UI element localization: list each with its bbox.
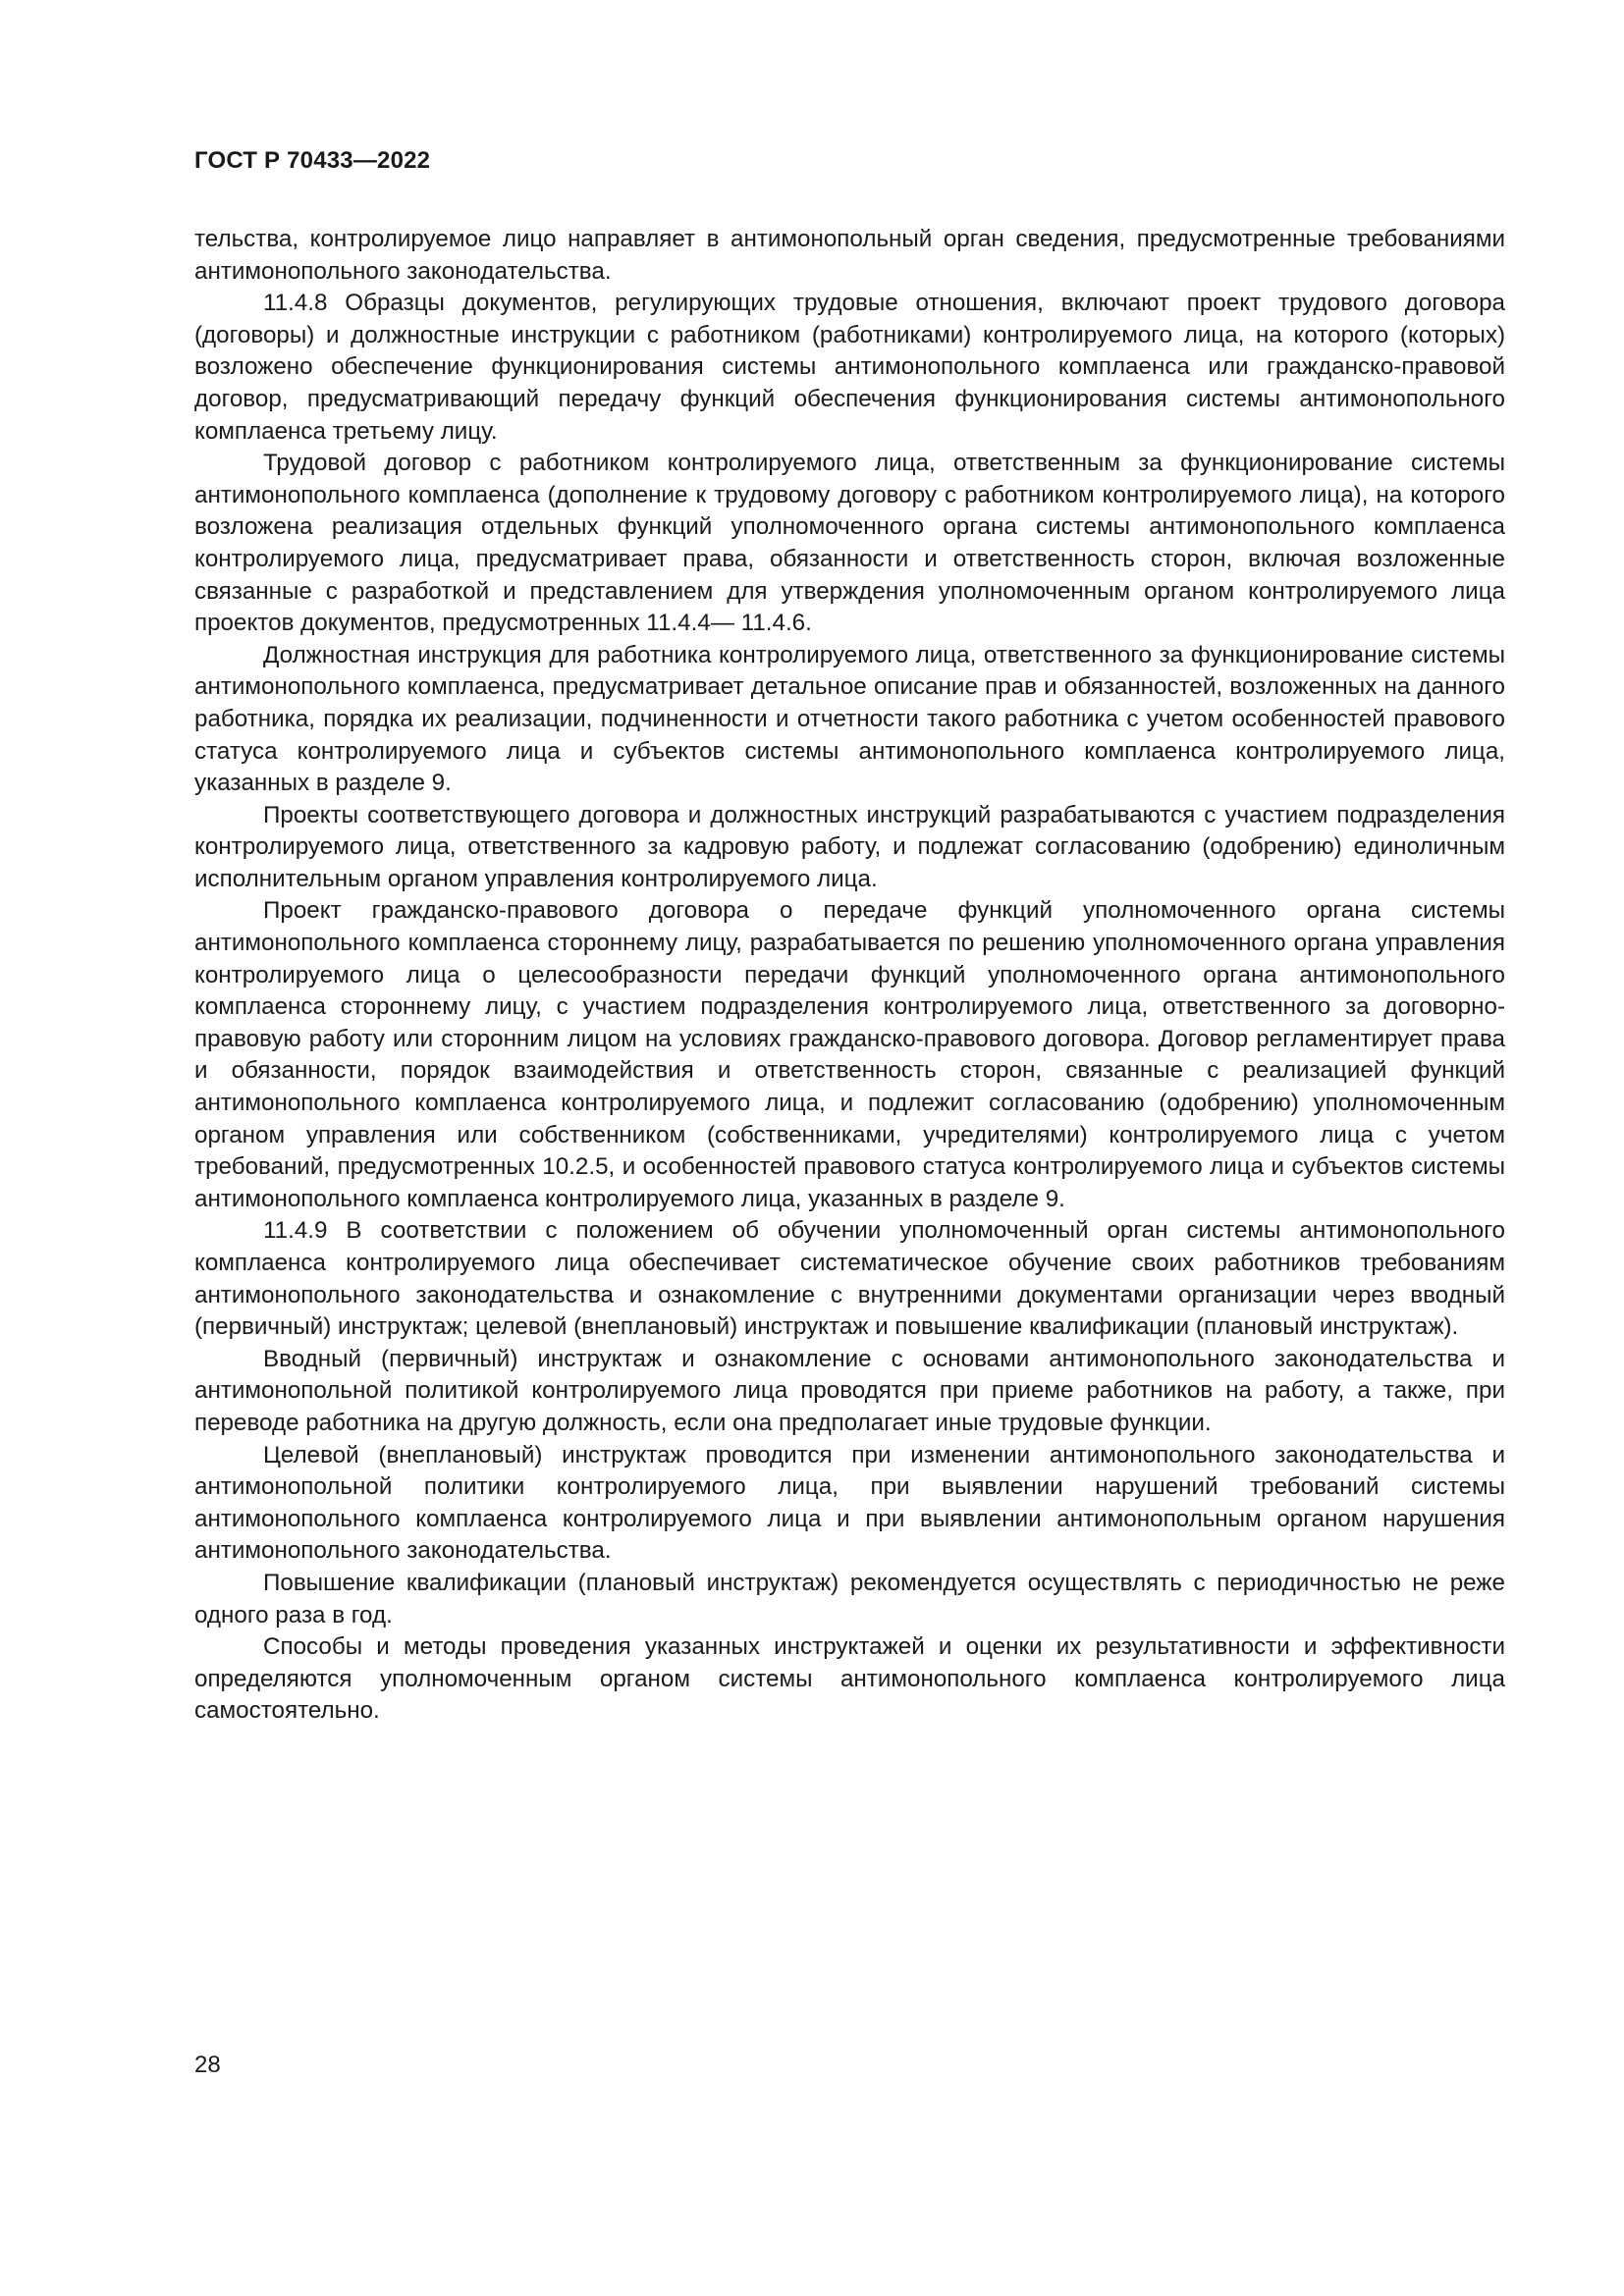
paragraph: Трудовой договор с работником контролируемого лица, ответственным за функционирование системы антимонопольного комплаенса (дополнение к трудовому договору с работником контролируемого лица), на которого возложена реализация отдельных функций уполномоченного органа системы антимонопольного комплаенса контролируемого лица, предусматривает права, обязанности и ответственность сторон, включая возложенные связанные с разработкой и представлением для утверждения уполномоченным органом контролируемого лица проектов документов, предусмотренных 11.4.4— 11.4.6. [194,450,1505,637]
paragraph: Способы и методы проведения указанных инструктажей и оценки их результативности и эффективности определяются уполномоченным органом системы антимонопольного комплаенса контролируемого лица самостоятельно. [194,1633,1505,1725]
paragraph: 11.4.9 В соответствии с положением об обучении уполномоченный орган системы антимонопольного комплаенса контролируемого лица обеспечивает систематическое обучение своих работников требованиям антимонопольного законодательства и ознакомление с внутренними документами организации через вводный (первичный) инструктаж; целевой (внеплановый) инструктаж и повышение квалификации (плановый инструктаж). [194,1217,1505,1341]
paragraph: 11.4.8 Образцы документов, регулирующих трудовые отношения, включают проект трудового договора (договоры) и должностные инструкции с работником (работниками) контролируемого лица, на которого (которых) возложено обеспечение функционирования системы антимонопольного комплаенса или гражданско-правовой договор, предусматривающий передачу функций обеспечения функционирования системы антимонопольного комплаенса третьему лицу. [194,290,1505,445]
paragraph: Проект гражданско-правового договора о передаче функций уполномоченного органа системы антимонопольного комплаенса стороннему лицу, разрабатывается по решению уполномоченного органа управления контролируемого лица о целесообразности передачи функций уполномоченного органа антимонопольного комплаенса стороннему лицу, с участием подразделения контролируемого лица, ответственного за договорно-правовую работу или сторонним лицом на условиях гражданско-правового договора. Договор регламентирует права и обязанности, порядок взаимодействия и ответственность сторон, связанные с реализацией функций антимонопольного комплаенса контролируемого лица, и подлежит согласованию (одобрению) уполномоченным органом управления или собственником (собственниками, учредителями) контролируемого лица с учетом требований, предусмотренных 10.2.5, и особенностей правового статуса контролируемого лица и субъектов системы антимонопольного комплаенса контролируемого лица, указанных в разделе 9. [194,897,1505,1212]
paragraph: тельства, контролируемое лицо направляет в антимонопольный орган сведения, предусмотренные требованиями антимонопольного законодательства. [194,226,1505,285]
page-number: 28 [194,2052,221,2078]
paragraph: Должностная инструкция для работника контролируемого лица, ответственного за функционирование системы антимонопольного комплаенса, предусматривает детальное описание прав и обязанностей, возложенных на данного работника, порядка их реализации, подчиненности и отчетности такого работника с учетом особенностей правового статуса контролируемого лица и субъектов системы антимонопольного комплаенса контролируемого лица, указанных в разделе 9. [194,641,1505,797]
paragraph: Целевой (внеплановый) инструктаж проводится при изменении антимонопольного законодательства и антимонопольной политики контролируемого лица, при выявлении нарушений требований системы антимонопольного комплаенса контролируемого лица и при выявлении антимонопольным органом нарушения антимонопольного законодательства. [194,1441,1505,1565]
paragraph: Проекты соответствующего договора и должностных инструкций разрабатываются с участием подразделения контролируемого лица, ответственного за кадровую работу, и подлежат согласованию (одобрению) единоличным исполнительным органом управления контролируемого лица. [194,801,1505,892]
paragraph: Повышение квалификации (плановый инструктаж) рекомендуется осуществлять с периодичностью не реже одного раза в год. [194,1569,1505,1629]
document-body [194,224,1505,1728]
document-header: ГОСТ Р 70433—2022 [194,147,431,174]
paragraph: Вводный (первичный) инструктаж и ознакомление с основами антимонопольного законодательства и антимонопольной политикой контролируемого лица проводятся при приеме работников на работу, а также, при переводе работника на другую должность, если она предполагает иные трудовые функции. [194,1345,1505,1436]
